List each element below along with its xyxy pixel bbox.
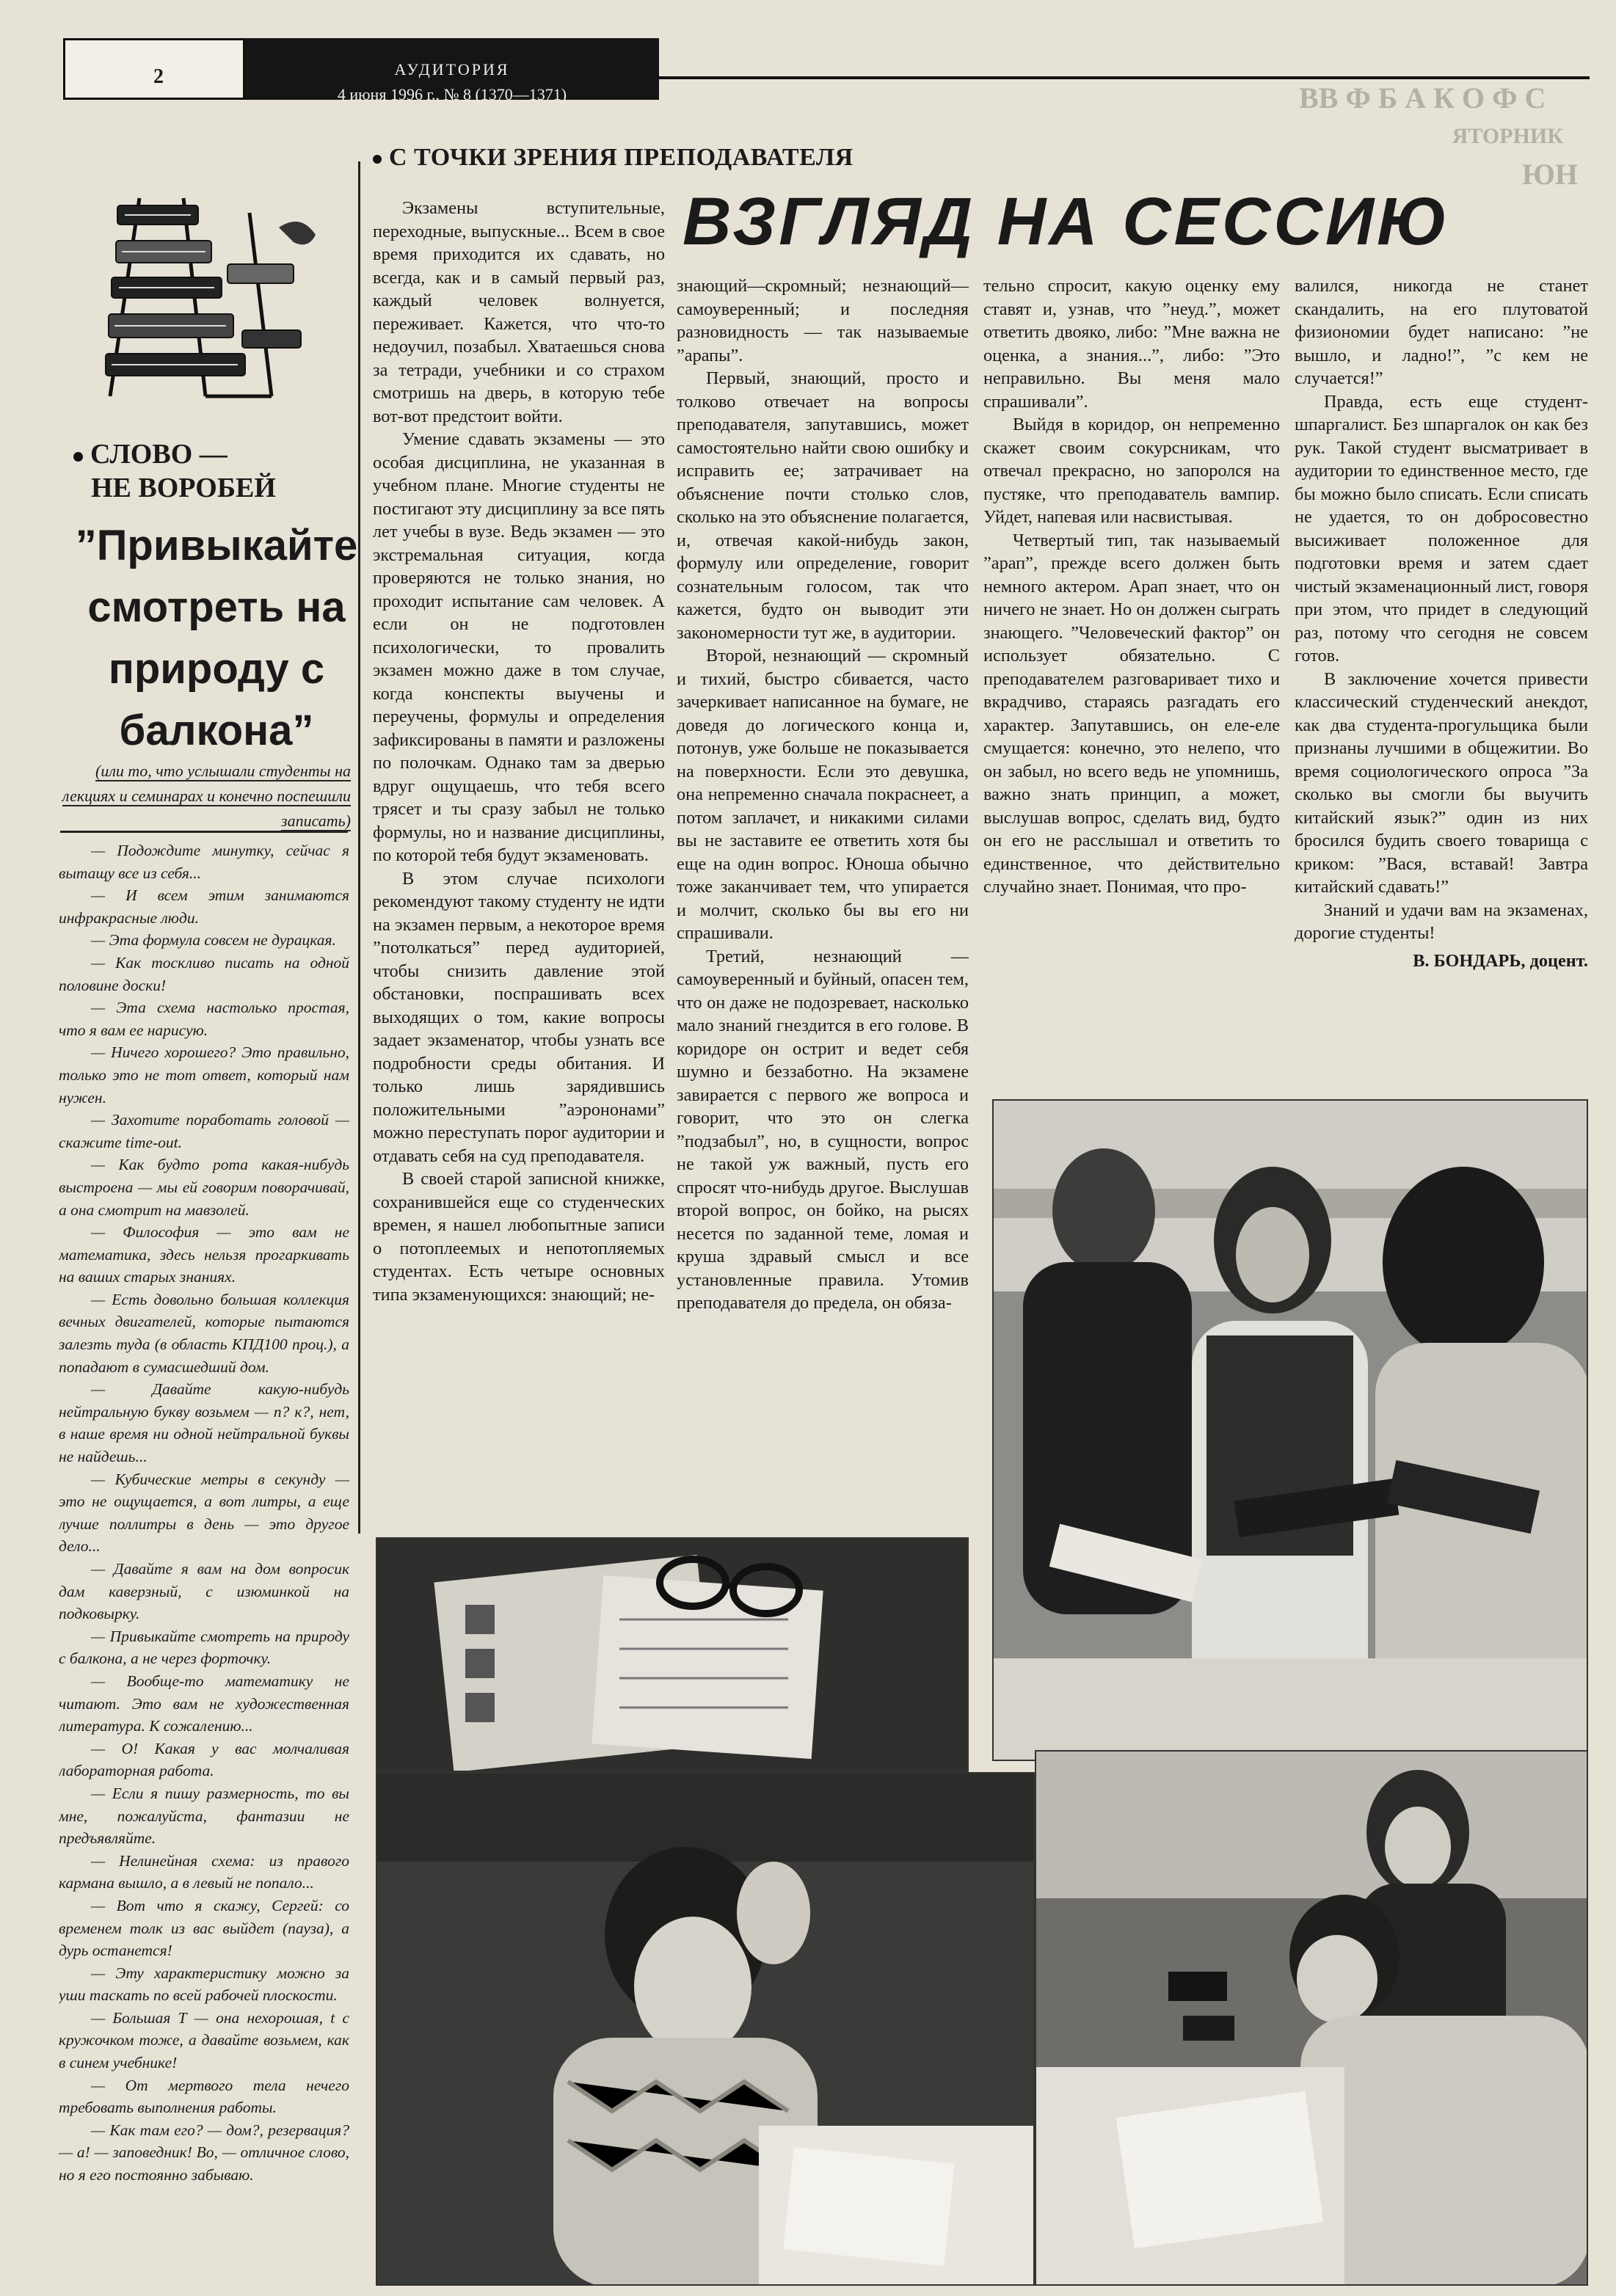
quote: — Захотите поработать головой — скажите time-out.	[59, 1111, 349, 1151]
quote: — Эта формула совсем не дурацкая.	[91, 931, 336, 950]
quote: — Вот что я скажу, Сергей: со временем толк из вас выйдет (пауза), а дурь останется!	[59, 1896, 349, 1960]
quote: — Большая Т — она нехорошая, t с кружочком тоже, а давайте возьмем, как в синем учебнике!	[59, 2008, 349, 2072]
paragraph: Первый, знающий, просто и толково отвечает на вопросы преподавателя, запутавшись, может самостоятельно найти свою ошибку и исправить ее; затрачивает на объяснение почти столько слов, сколько на это объяснение полагается, и, отвечая какой-нибудь закон, формулу или определение, говорит сознательным голосом, так что кажется, будто он выводит эти закономерности тут же, в аудитории.	[677, 368, 969, 643]
paragraph: валился, никогда не станет скандалить, на его плутоватой физиономии будет написано: ”не вышло, и ладно!”, ”с кем не случается!”	[1295, 276, 1588, 388]
bullet-icon	[373, 155, 382, 164]
quote: — Кубические метры в секунду — это не ощущается, а вот литры, а еще лучше поллитры в день — это другое дело...	[59, 1470, 349, 1556]
photo-documents-glasses	[376, 1537, 969, 1772]
quote: — От мертвого тела нечего требовать выполнения работы.	[59, 2076, 349, 2117]
paragraph: тельно спросит, какую оценку ему ставят и, узнав, что ”неуд.”, может ответить двояко, либо: ”Мне важна не оценка, а знания...”, либо: ”Это неправильно. Вы меня мало спрашивали”.	[983, 276, 1280, 412]
quote: — Эта схема настолько простая, что я вам ее нарисую.	[59, 999, 349, 1039]
left-article-title: ”Привыкайте смотреть на природу с балкона”	[75, 522, 358, 754]
article-column-3	[983, 274, 1280, 1096]
paragraph: В своей старой записной книжке, сохранившейся еще со студенческих времен, я нашел любопытные записи о потоплеемых и непотопляемых студентах. Есть четыре основных типа экзаменующихся: знающий; не-	[373, 1169, 665, 1305]
paragraph: Умение сдавать экзамены — это особая дисциплина, не указанная в учебном плане. Многие студенты не постигают эту дисциплину за все пять лет учебы в вузе. Ведь экзамен — это экстремальная ситуация, когда проверяются не только знания, но проходит испытание сам человек. А если он не подготовлен психологически, то провалить экзамен можно даже в том случае, когда конспекты выучены и переучены, формулы и определения зафиксированы в памяти и разложены по полочкам. Однако там за дверью вдруг ощущаешь, что тебя всего трясет и ты сразу забыл не только формулы, но и название дисциплины, по которой тебя будут экзаменовать.	[373, 429, 665, 865]
paragraph: Знаний и удачи вам на экзаменах, дорогие студенты!	[1295, 900, 1588, 943]
paragraph: Выйдя в коридор, он непременно скажет своим сокурсникам, что отвечал прекрасно, но запоролся на пустяке, что преподаватель вампир. Уйдет, напевая или насвистывая.	[983, 415, 1280, 527]
books-ladder-illustration	[95, 183, 338, 404]
photo-student-thinking	[376, 1772, 1035, 2286]
quote: — О! Какая у вас молчаливая лабораторная работа.	[59, 1739, 349, 1780]
article-column-4	[1295, 274, 1588, 1052]
page-number: 2	[63, 38, 245, 100]
paragraph: Второй, незнающий — скромный и тихий, быстро сбивается, часто зачеркивает написанное на бумаге, не доведя до логического конца и, потонув, уже больше не показывается на поверхности. Если это девушка, она непременно сначала покраснеет, а потом заплачет, и никакими силами вы не заставите ее ответить хотя бы еще на один вопрос. Юноша обычно тоже заканчивает тем, что упирается и молчит, сколько бы вы его ни спрашивали.	[677, 646, 969, 943]
rubric-line: НЕ ВОРОБЕЙ	[91, 473, 276, 503]
photo-students-reading	[992, 1099, 1588, 1761]
paragraph: В заключение хочется привести классический студенческий анекдот, как два студента-прогульщика были признаны лучшими в общежитии. Во время социологического опроса ”За сколько вы смогли бы выучить китайский язык?” один из них бросился будить своего товарища с криком: ”Вася, вставай! Завтра китайский сдавать!”	[1295, 668, 1588, 897]
author-signature: В. БОНДАРЬ, доцент.	[1413, 950, 1588, 971]
quote: — Подождите минутку, сейчас я вытащу все из себя...	[59, 842, 349, 882]
bleed-line: ЮН	[1521, 158, 1578, 191]
quote: — Как там его? — дом?, резервация? — а! — заповедник! Во, — отличное слово, но я его постоянно забываю.	[59, 2121, 349, 2184]
quote: — Давайте какую-нибудь нейтральную букву возьмем — n? к?, нет, в наше время ни одной нейтральной буквы не найдешь...	[59, 1380, 349, 1466]
paragraph: В этом случае психологи рекомендуют такому студенту не идти на экзамен первым, а некоторое время ”потолкаться” перед аудиторией, чтобы снизить давление этой обстановки, поспрашивать всех выходящих о том, какие вопросы задает экзаменатор, чтобы узнать все подробности среды обитания. И только лишь зарядившись положительными ”аэрононами” можно переступать порог аудитории и отдавать себя на суд преподавателя.	[373, 868, 665, 1166]
quote: — Ничего хорошего? Это правильно, только это не тот ответ, который нам нужен.	[59, 1043, 349, 1107]
article-column-1	[373, 197, 665, 1517]
bleed-line: ЯТОРНИК	[1452, 124, 1563, 148]
bleed-line: ВВ Ф Б А К О Ф С	[1299, 81, 1546, 114]
masthead-band	[245, 38, 659, 103]
quote: — Вообще-то математику не читают. Это вам не художественная литература. К сожалению...	[59, 1672, 349, 1735]
quotes-column	[59, 839, 349, 2292]
quote: — И всем этим занимаются инфракрасные люди.	[59, 886, 349, 927]
paragraph: Экзамены вступительные, переходные, выпускные... Всем в свое время приходится их сдавать, но всегда, как и в самый первый раз, каждый человек волнуется, переживает. Кажется, что что-то недоучил, позабыл. Хватаешься снова за тетради, учебники и со страхом смотришь на дверь, в которую тебе вот-вот предстоит войти.	[373, 198, 665, 426]
subtitle-text: (или то, что услышали студенты на лекциях и семинарах и конечно поспешили записать)	[62, 762, 351, 830]
quote: — Философия — это вам не математика, здесь нельзя прогаркивать на ваших старых знаниях.	[59, 1223, 349, 1286]
paragraph: знающий—скромный; незнающий— самоуверенный; и последняя разновидность — так называемые ”арапы”.	[677, 276, 969, 365]
left-rubric	[73, 437, 338, 505]
quote: — Нелинейная схема: из правого кармана вышло, а в левый не попало...	[59, 1851, 349, 1892]
bullet-icon	[73, 452, 83, 462]
rubric-text: С ТОЧКИ ЗРЕНИЯ ПРЕПОДАВАТЕЛЯ	[389, 144, 854, 171]
newspaper-name: АУДИТОРИЯ	[394, 60, 510, 79]
article-rubric	[373, 144, 854, 172]
photo-students-writing	[1035, 1750, 1588, 2286]
paragraph: Третий, незнающий — самоуверенный и буйный, опасен тем, что он даже не подозревает, насколько мало знаний гнездится в его голове. В коридоре он острит и ведет себя шумно и беззаботно. На экзамене завирается с первого же вопроса и говорит, что это он слегка ”подзабыл”, но, в сущности, вопрос не такой уж важный, пусть его спросят что-нибудь другое. Выслушав второй вопрос, он бойко, на рысях несется по заданной теме, ломая и круша здравый смысл и все установленные правила. Утомив преподавателя до предела, он обяза-	[677, 946, 969, 1313]
quote: — Как тоскливо писать на одной половине доски!	[59, 953, 349, 994]
quote: — Есть довольно большая коллекция вечных двигателей, которые пытаются залезть туда (в область КПД100 проц.), а попадают в сумасшедший дом.	[59, 1290, 349, 1376]
article-headline: ВЗГЛЯД НА СЕССИЮ	[683, 184, 1450, 259]
left-article-subtitle	[57, 759, 351, 834]
paragraph: Четвертый тип, так называемый ”арап”, прежде всего должен быть немного актером. Арап знает, что он ничего не знает. Но он должен сыграть знающего. ”Человеческий фактор” он использует обязательно. С преподавателем разговаривает тихо и вкрадчиво, стараясь разгадать его характер. Запутавшись, он еле-еле смущается: конечно, это нелепо, что он забыл, но всего ведь не упомнишь, важно знать принцип, а может, выслушав вопрос, сделать вид, будто он его не расслышал и ответить то единственное, что действительно случайно знает. Понимая, что про-	[983, 530, 1280, 897]
issue-date: 4 июня 1996 г., № 8 (1370—1371)	[337, 85, 567, 103]
article-column-2	[677, 274, 969, 1541]
quote: — Если я пишу размерность, то вы мне, пожалуйста, фантазии не предъявляйте.	[59, 1784, 349, 1848]
quote: — Привыкайте смотреть на природу с балкона, а не через форточку.	[59, 1627, 349, 1668]
paragraph: Правда, есть еще студент-шпаргалист. Без шпаргалок он как без рук. Такой студент высматривает в аудитории то единственное место, где бы можно было списать. Если списать не удается, то он добросовестно высиживает положенное для подготовки время и затем сдает чистый экзаменационный лист, говоря при этом, что придет в следующий раз, потому что сегодня не совсем готов.	[1295, 391, 1588, 666]
column-rule	[358, 161, 360, 1534]
subtitle-rule	[60, 831, 348, 833]
quote: — Давайте я вам на дом вопросик дам каверзный, с изюминкой на подковырку.	[59, 1560, 349, 1623]
rubric-line: СЛОВО —	[90, 439, 228, 470]
quote: — Как будто рота какая-нибудь выстроена — мы ей говорим поворачивай, а она смотрит на мавзолей.	[59, 1156, 349, 1219]
quote: — Эту характеристику можно за уши таскать по всей рабочей плоскости.	[59, 1964, 349, 2005]
